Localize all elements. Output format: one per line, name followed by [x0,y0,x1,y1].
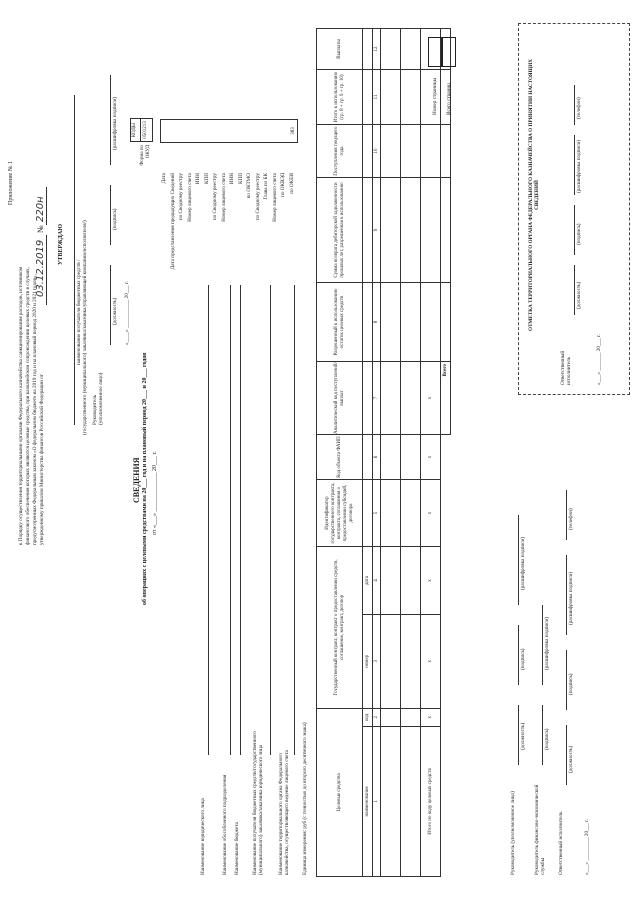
appendix-label: Приложение № 1 [8,161,14,205]
info-recipient: Наименование получателя бюджетных средств/государственного (муниципального) заказчика/заказчика юридического лица [252,731,264,875]
col-refund: Сумма возврата дебиторской задолженности прошлых лет, разрешенная к использованию [317,178,363,283]
sig-finance-decoding: (расшифровка подписи) [544,617,550,670]
col-remaining: Разрешенный к использованию остаток целевых средств [317,283,363,362]
info-treasury: Наименование территориального органа Федерального казначейства, осуществляющего ведение лицевого счета [278,750,290,875]
info-legal-entity: Наименование юридического лица [200,798,206,875]
info-unit: Единица измерения: руб (с точностью до второго десятичного знака) [302,722,308,875]
col-analytic-code: Аналитический код поступлений/выплат [317,362,363,435]
main-table [316,28,451,877]
head-decoding-caption: (расшифровка подписи) [112,97,118,150]
codes-form-value: 0501213 [140,119,152,142]
sig-head-signature: (подпись) [520,648,526,670]
codes-header: КОДЫ [131,119,141,142]
sig-head-decoding: (расшифровка подписи) [520,537,526,590]
order-line-4: утвержденному приказом Министерства финансов Российской Федерации от [39,374,45,545]
sub-name: наименование [363,726,373,876]
sub-code: код [363,708,373,726]
head-date-line: «____» ___________ 20___ г. [124,281,130,345]
form-subtitle: об операциях с целевыми средствами на 20___ год и на плановый период 20___ и 20___ годов [142,352,148,605]
sig-responsible-label: Ответственный исполнитель [558,811,564,875]
form-date: от «___» _____________ 20___ г. [152,451,158,535]
total-code-row: Итого по коду целевых средств x x x x x x [421,29,441,877]
column-numbers-row: 1 2 3 4 5 6 7 8 9 10 11 12 [373,29,381,877]
approve-word: УТВЕРЖДАЮ [58,223,64,265]
sig-responsible-phone: (телефон) [568,508,574,530]
codes-column: 383 [160,119,298,143]
codes-labels: Дата Дата представления предыдущих Сведений по Сводному реестру Номер лицевого счета ИНН КПП по Сводному реестру Номер лицевого счета ИНН КПП по ОКТМО по Сводному реестру Глава по БК Номер лицевого счета по ОКВЭД по ОКЕИ [161,173,295,270]
col-faip-code: Код объекта ФАИП [317,435,363,480]
order-line-3: предусмотренных Федеральным законом «О федеральном бюджете на 2019 год и на плановый период 2020 и 2021 годов», [32,274,38,545]
order-line-2: финансового обеспечения которых являются целевые средства, при казначейском сопровождении целевых средств в случаях, [25,267,31,545]
col-contract: Государственный контракт, контракт о предоставлении средств, соглашение, контракт, договор [317,547,363,709]
form-title: СВЕДЕНИЯ [132,457,141,503]
sig-finance-label: Руководитель финансово-экономической службы [534,784,546,875]
fk-decoding: (расшифровка подписи) [576,140,582,193]
sig-date-line: «___» _________ 20___ г. [584,818,590,875]
sig-head-label: Руководитель (уполномоченное лицо) [510,791,516,875]
head-signature-caption: (подпись) [112,208,118,230]
head-sub: (уполномоченное лицо) [98,372,104,425]
col-receipts: Поступления текущего года [317,125,363,178]
approver-caption: наименование получателя бюджетных средств / [76,259,82,365]
sub-number: номер [363,614,373,708]
fk-mark-title: ОТМЕТКА ТЕРРИТОРИАЛЬНОГО ОРГАНА ФЕДЕРАЛЬНОГО КАЗНАЧЕЙСТВА О ПРИНЯТИИ НАСТОЯЩИХ СВЕДЕНИЙ [528,58,540,332]
codes-form-label: Форма по ОКУД [140,145,151,166]
fk-signature: (подпись) [576,223,582,245]
col-target-funds: Целевые средства [317,708,363,876]
sig-head-position: (должность) [520,722,526,750]
grand-total-row [441,29,451,877]
grand-total-label: Всего [441,362,451,435]
order-number-prefix: № [36,225,45,233]
col-total-use: Итого к использованию (гр. 8 + гр. 9 + гр. 10) [317,70,363,125]
fk-date-line: «___» _______ 20___ г. [596,334,602,385]
fk-responsible-label: Ответственный исполнитель [560,350,572,385]
total-pages-box[interactable] [442,37,456,67]
sub-date: дата [363,547,373,615]
table-row [401,29,421,877]
page-number-label: Номер страницы [432,77,438,115]
total-code-label: Итого по коду целевых средств [421,726,441,876]
sig-responsible-decoding: (расшифровка подписи) [568,572,574,625]
sig-responsible-signature: (подпись) [568,673,574,695]
sig-responsible-position: (должность) [568,745,574,773]
sig-finance-signature: (подпись) [544,728,550,750]
total-pages-label: Всего страниц [446,83,452,115]
codes-table [130,118,153,167]
col-identifier: Идентификатор государственного контракта, контракта, соглашения о предоставлении субсидий, договора [317,480,363,547]
order-line-1: к Порядку осуществления территориальными органами Федерального казначейства санкционирования расходов, источником [18,266,24,545]
head-position-caption: (должность) [112,297,118,325]
order-number: 220н [35,196,46,222]
order-date: 03.12.2019 [35,239,46,297]
info-budget: Наименование бюджета [234,822,240,875]
approver-org-caption: (государственного (муниципального) заказчика/заказчика/управляющей компании/исполнителя/) [82,220,88,435]
info-division: Наименование обособленного подразделения [222,774,228,875]
page-number-box[interactable] [428,37,442,67]
col-payments: Выплаты [317,29,363,70]
fk-position: (должность) [576,281,582,309]
head-label: Руководитель [92,394,98,425]
fk-phone: (телефон) [576,97,582,119]
table-row [381,29,401,877]
